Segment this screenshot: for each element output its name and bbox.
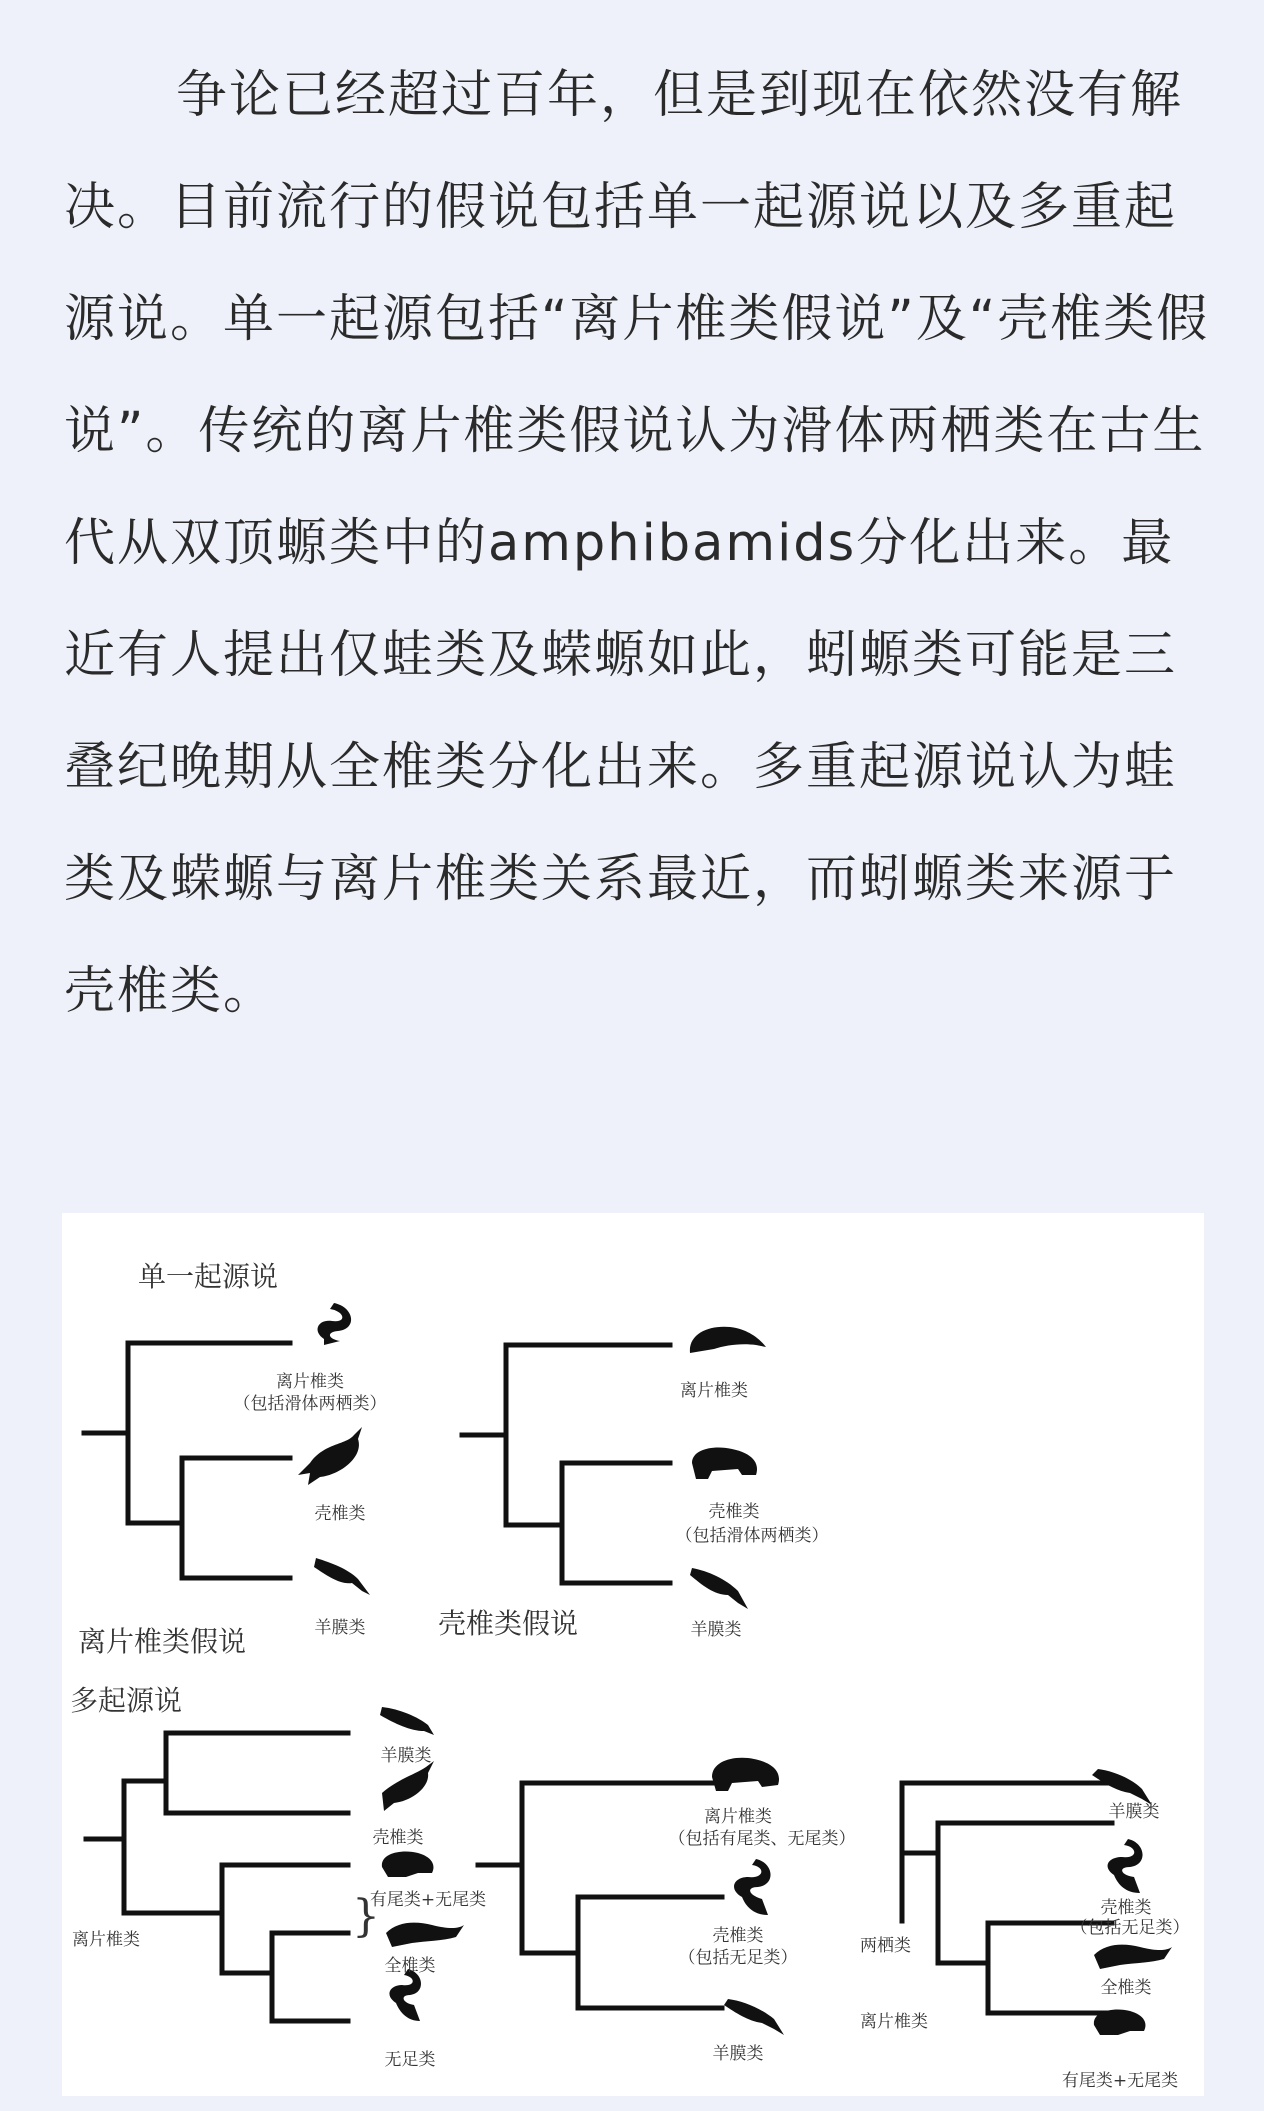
- amniote-silhouette-icon: [724, 1999, 784, 2035]
- amniote-silhouette-icon: [380, 1707, 434, 1735]
- tree5-side-label-amphibians: 两栖类: [860, 1936, 911, 1956]
- tree5-leaf3-label: 全椎类: [1100, 1978, 1152, 1998]
- tree3-brace: }: [352, 1891, 380, 1942]
- temnospondyl-silhouette-icon: [712, 1758, 779, 1791]
- caecilian-silhouette-icon: [389, 1969, 421, 2021]
- tree-multi-origin-2: [478, 1783, 722, 2008]
- lepospondyl-silhouette-icon: [382, 1761, 434, 1811]
- frog-silhouette-icon: [1094, 2010, 1146, 2035]
- amniote-silhouette-icon: [690, 1568, 748, 1609]
- tree5-leaf2-label: 壳椎类: [1100, 1898, 1152, 1918]
- temnospondyl-silhouette-icon: [690, 1327, 766, 1353]
- tree1-leaf1-sublabel: （包括滑体两栖类）: [233, 1394, 387, 1414]
- tree1-leaf2-label: 壳椎类: [314, 1504, 366, 1524]
- phylogeny-diagram: [62, 1213, 1204, 2096]
- tree2-leaf1-label: 离片椎类: [680, 1381, 748, 1401]
- article-text: 争论已经超过百年，但是到现在依然没有解决。目前流行的假说包括单一起源说以及多重起源说。单一起源包括“离片椎类假说”及“壳椎类假说”。传统的离片椎类假说认为滑体两栖类在古生代从双顶螈类中的amphibamids分化出来。最近有人提出仅蛙类及蝾螈如此，蚓螈类可能是三叠纪晚期从全椎类分化出来。多重起源说认为蛙类及蝾螈与离片椎类关系最近，而蚓螈类来源于壳椎类。: [64, 66, 1210, 1021]
- salamander-silhouette-icon: [298, 1427, 362, 1485]
- tree1-leaf3-label: 羊膜类: [314, 1618, 366, 1638]
- tree-multi-origin-1: [86, 1733, 348, 2021]
- tree4-leaf1-sublabel: （包括有尾类、无尾类）: [668, 1829, 856, 1849]
- tree5-leaf2-sublabel: （包括无足类）: [1070, 1918, 1190, 1938]
- tree3-leaf4-label: 全椎类: [384, 1956, 436, 1976]
- tree-multi-origin-3: [902, 1783, 1112, 2013]
- phylogeny-figure: [62, 1213, 1204, 2096]
- tree4-leaf2-label: 壳椎类: [712, 1926, 764, 1946]
- article-body: [64, 40, 1214, 1048]
- article-paragraph: [64, 40, 1214, 1048]
- tree3-leaf5-label: 无足类: [384, 2050, 436, 2070]
- caecilian-silhouette-icon: [318, 1303, 352, 1345]
- tree5-side-label-temnospondyls: 离片椎类: [860, 2012, 928, 2032]
- tree2-leaf3-label: 羊膜类: [690, 1620, 742, 1640]
- amniote-silhouette-icon: [1092, 1769, 1152, 1805]
- tree2-leaf2-sublabel: （包括滑体两栖类）: [675, 1526, 829, 1546]
- salamander-silhouette-icon: [1094, 1945, 1172, 1969]
- tree-lepospondyl-hypothesis: [462, 1345, 670, 1583]
- tree2-leaf2-label: 壳椎类: [708, 1502, 760, 1522]
- tree4-leaf2-sublabel: （包括无足类）: [678, 1948, 798, 1968]
- tree3-side-label: 离片椎类: [72, 1930, 140, 1950]
- caecilian-silhouette-icon: [1108, 1839, 1143, 1893]
- tree5-leaf4-label: 有尾类+无尾类: [1061, 2071, 1179, 2091]
- tree3-leaf1-label: 羊膜类: [380, 1746, 432, 1766]
- tree3-leaf3-label: 有尾类+无尾类: [369, 1890, 487, 1910]
- tree5-leaf1-label: 羊膜类: [1108, 1802, 1160, 1822]
- lizard-silhouette-icon: [314, 1558, 370, 1595]
- tree4-leaf1-label: 离片椎类: [704, 1807, 772, 1827]
- frog-silhouette-icon: [382, 1852, 434, 1877]
- section-single-origin: 单一起源说: [138, 1260, 279, 1293]
- tree1-caption: 离片椎类假说: [78, 1625, 247, 1658]
- tree-temnospondyl-hypothesis: [84, 1343, 290, 1578]
- tree1-leaf1-label: 离片椎类: [276, 1372, 344, 1392]
- caecilian-silhouette-icon: [734, 1859, 771, 1915]
- lepospondyl-silhouette-icon: [692, 1448, 757, 1479]
- section-multi-origin: 多起源说: [70, 1684, 183, 1717]
- tree2-caption: 壳椎类假说: [438, 1607, 579, 1640]
- salamander-silhouette-icon: [386, 1923, 464, 1947]
- tree4-leaf3-label: 羊膜类: [712, 2044, 764, 2064]
- tree3-leaf2-label: 壳椎类: [372, 1828, 424, 1848]
